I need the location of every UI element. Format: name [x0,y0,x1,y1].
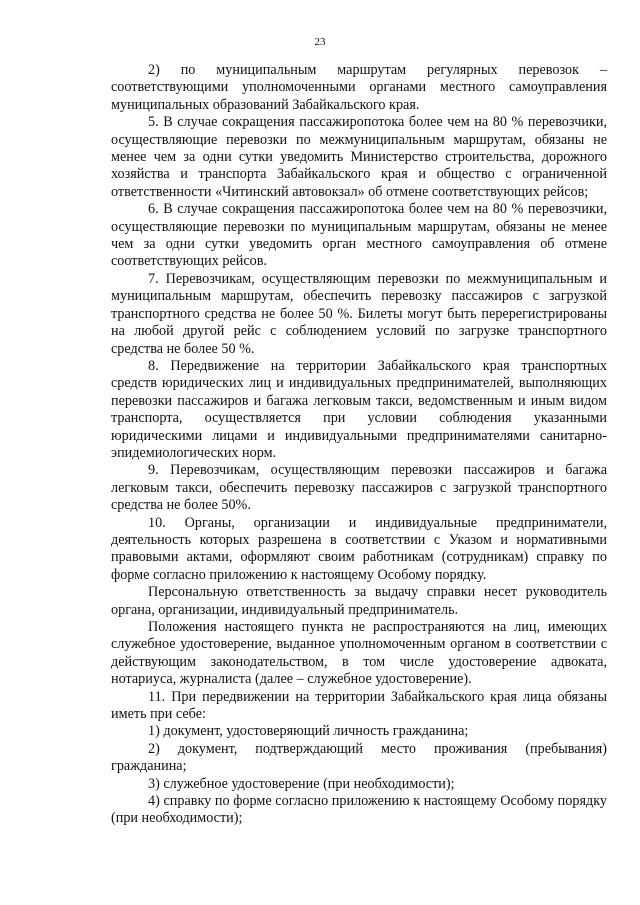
paragraph-responsibility: Персональную ответственность за выдачу справки несет руководитель органа, организации, индивидуальный предприниматель. [111,584,607,618]
paragraph-11-required-documents: 11. При передвижении на территории Забайкальского края лица обязаны иметь при себе: [111,688,607,723]
list-item-certificate: 4) справку по форме согласно приложению к настоящему Особому порядку (при необходимости); [111,793,607,827]
list-item-residence-document: 2) документ, подтверждающий место проживания (пребывания) гражданина; [111,740,607,775]
paragraph-item-2-municipal-routes: 2) по муниципальным маршрутам регулярных перевозок – соответствующими уполномоченными органами местного самоуправления муниципальных образований Забайкальского края. [111,62,607,113]
paragraph-7-load-limit: 7. Перевозчикам, осуществляющим перевозки по межмуниципальным и муниципальным маршрутам, обеспечить перевозку пассажиров с загрузкой транспортного средства не более 50 %. Билеты могут быть перерегистрированы на любой другой рейс с соблюдением условий по загрузке транспортного средства не более 50 %. [111,270,607,357]
page-number: 23 [314,36,326,48]
list-item-service-id: 3) служебное удостоверение (при необходимости); [148,775,455,792]
paragraph-exemptions: Положения настоящего пункта не распространяются на лиц, имеющих служебное удостоверение, выданное уполномоченным органом в соответствии с действующим законодательством, в том числе удостоверение адвоката, нотариуса, журналиста (далее – служебное удостоверение). [111,619,607,688]
paragraph-9-taxi-load-limit: 9. Перевозчикам, осуществляющим перевозки пассажиров и багажа легковым такси, обеспечить перевозку пассажиров с загрузкой транспортного средства не более 50%. [111,462,607,514]
list-item-identity-document: 1) документ, удостоверяющий личность гражданина; [148,723,469,740]
document-body [111,62,607,828]
paragraph-10-certificate: 10. Органы, организации и индивидуальные предприниматели, деятельность которых разрешена в соответствии с Указом и нормативными правовыми актами, оформляют своим работникам (сотрудникам) справку по форме согласно приложению к настоящему Особому порядку. [111,514,607,583]
paragraph-5-intermunicipal-notice: 5. В случае сокращения пассажиропотока более чем на 80 % перевозчики, осуществляющие перевозки по межмуниципальным маршрутам, обязаны не менее чем за одни сутки уведомить Министерство строительства, дорожного хозяйства и транспорта Забайкальского края и общество с ограниченной ответственности «Читинский автовокзал» об отмене соответствующих рейсов; [111,114,607,200]
paragraph-6-municipal-notice: 6. В случае сокращения пассажиропотока более чем на 80 % перевозчики, осуществляющие перевозки по муниципальным маршрутам, обязаны не менее чем за одни сутки уведомить орган местного самоуправления об отмене соответствующих рейсов. [111,201,607,270]
paragraph-8-movement-conditions: 8. Передвижение на территории Забайкальского края транспортных средств юридических лиц и индивидуальных предпринимателей, выполняющих перевозки пассажиров и багажа легковым такси, ведомственным и иным видом транспорта, осуществляется при условии соблюдения указанными юридическими лицами и индивидуальными предпринимателями санитарно-эпидемиологических норм. [111,357,607,461]
